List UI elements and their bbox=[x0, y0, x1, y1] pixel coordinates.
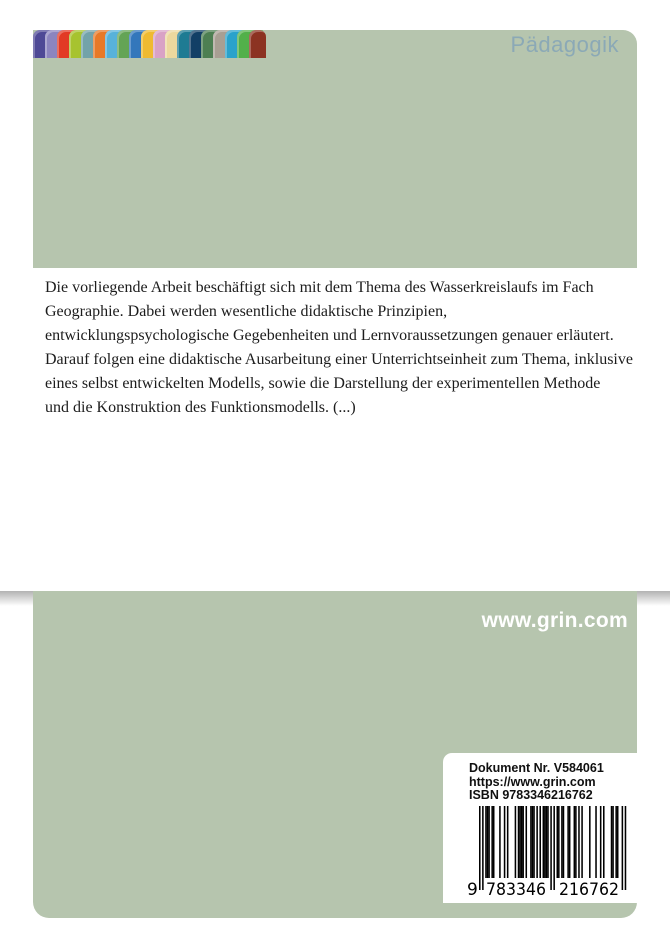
abstract-line: Die vorliegende Arbeit beschäftigt sich mit dem Thema des Wasserkreislaufs im Fach bbox=[45, 279, 594, 296]
document-url: https://www.grin.com bbox=[469, 774, 596, 789]
abstract-line: und die Konstruktion des Funktionsmodells. (...) bbox=[45, 399, 356, 416]
sheet-shadow-left bbox=[0, 591, 33, 606]
document-info-box bbox=[443, 753, 637, 903]
ean13-barcode bbox=[467, 806, 629, 900]
color-tabs-strip bbox=[33, 30, 293, 58]
document-isbn: ISBN 9783346216762 bbox=[469, 788, 593, 802]
top-panel bbox=[33, 30, 637, 268]
bottom-panel bbox=[33, 591, 637, 918]
category-label: Pädagogik bbox=[510, 32, 619, 57]
document-number: Dokument Nr. V584061 bbox=[469, 761, 604, 775]
svg-text:9: 9 bbox=[467, 880, 478, 900]
abstract-line: Darauf folgen eine didaktische Ausarbeitung einer Unterrichtseinheit zum Thema, inklusive bbox=[45, 351, 633, 368]
website-label: www.grin.com bbox=[481, 609, 628, 632]
svg-text:216762: 216762 bbox=[559, 880, 619, 900]
color-tab bbox=[249, 30, 266, 58]
abstract-line: entwicklungspsychologische Gegebenheiten und Lernvoraussetzungen genauer erläutert. bbox=[45, 327, 614, 344]
abstract-line: Geographie. Dabei werden wesentliche didaktische Prinzipien, bbox=[45, 303, 448, 320]
abstract-paragraph bbox=[45, 276, 637, 420]
svg-text:783346: 783346 bbox=[486, 880, 546, 900]
sheet-shadow-right bbox=[637, 591, 670, 606]
abstract-line: eines selbst entwickelten Modells, sowie die Darstellung der experimentellen Methode bbox=[45, 375, 601, 392]
document-info-lines bbox=[469, 762, 604, 803]
